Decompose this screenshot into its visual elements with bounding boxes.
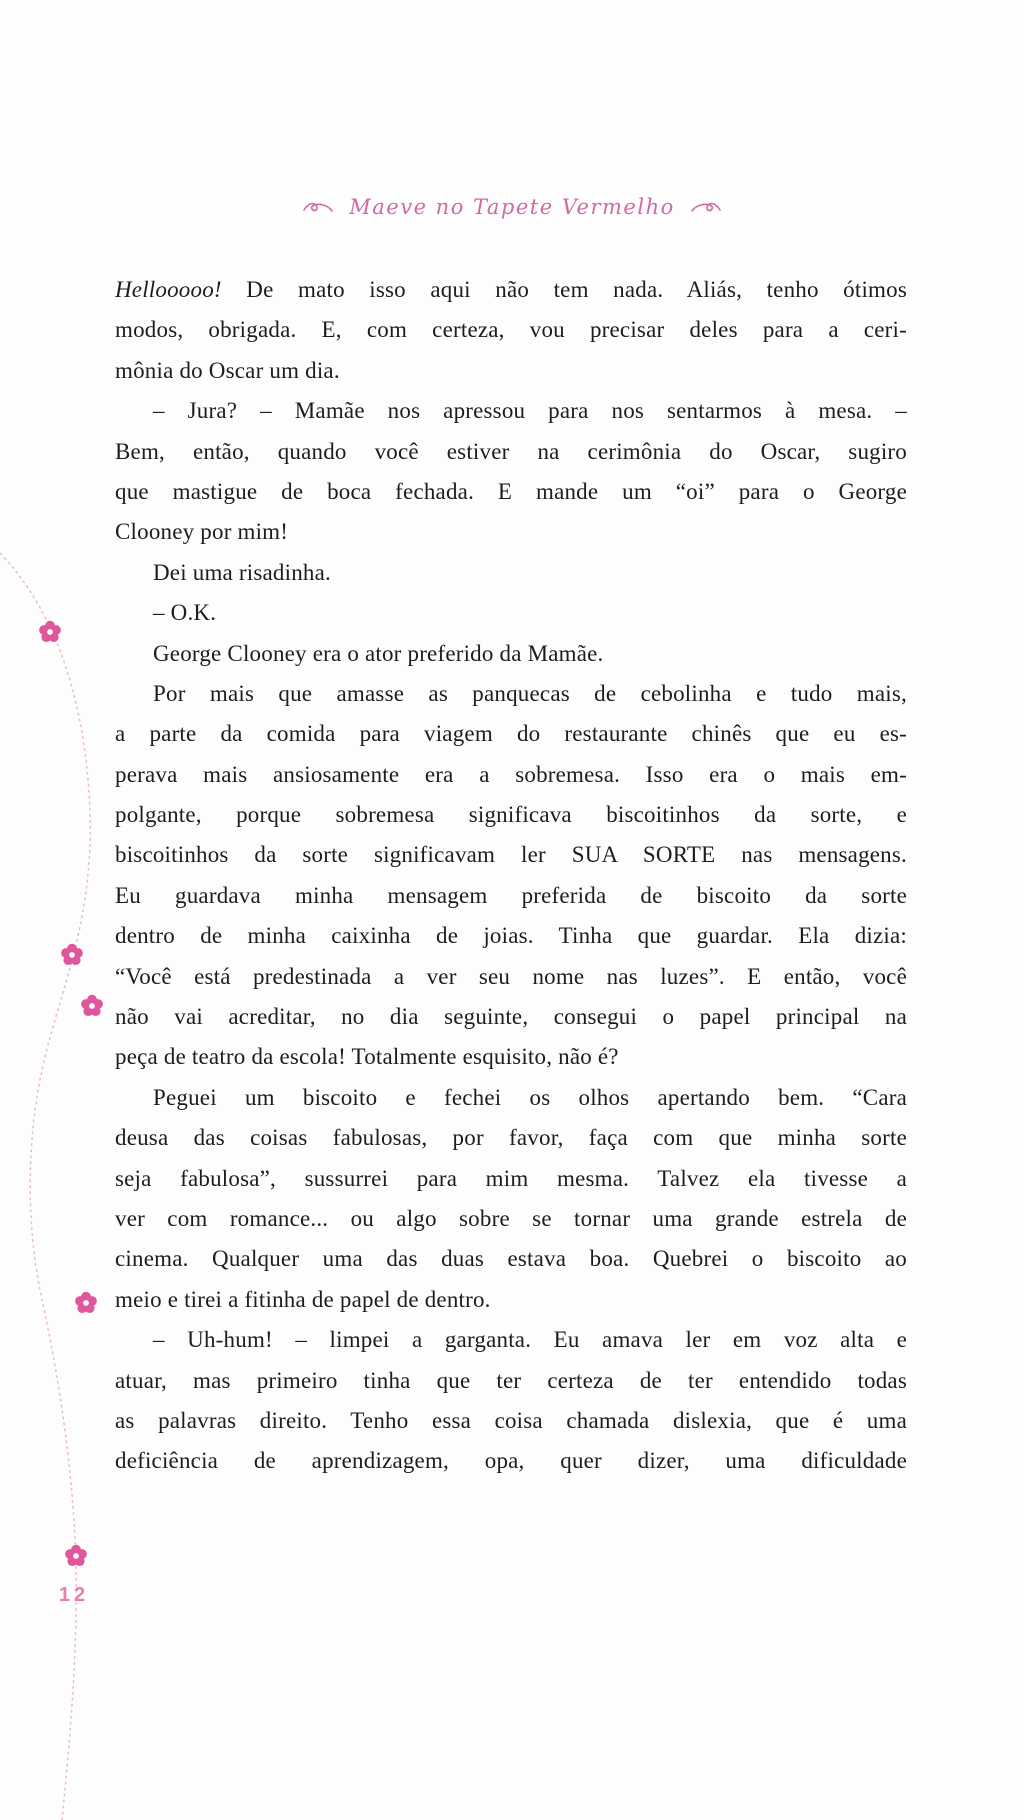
text-block	[115, 270, 907, 1482]
text-line: peça de teatro da escola! Totalmente esquisito, não é?	[115, 1044, 619, 1070]
text-line: dentro de minha caixinha de joias. Tinha que guardar. Ela dizia:	[115, 923, 907, 949]
text-line: deficiência de aprendizagem, opa, quer dizer, uma dificuldade	[115, 1448, 907, 1474]
text-line: cinema. Qualquer uma das duas estava boa. Quebrei o biscoito ao	[115, 1246, 907, 1272]
text-line: mônia do Oscar um dia.	[115, 357, 340, 383]
text-line: atuar, mas primeiro tinha que ter certeza de ter entendido todas	[115, 1367, 907, 1393]
flower-icon	[73, 1290, 99, 1316]
flourish-left-icon	[303, 199, 333, 215]
running-header	[0, 188, 1024, 226]
text-line: modos, obrigada. E, com certeza, vou precisar deles para a ceri-	[115, 317, 907, 343]
text-line: Por mais que amasse as panquecas de cebolinha e tudo mais,	[153, 680, 907, 706]
text-line: perava mais ansiosamente era a sobremesa. Isso era o mais em-	[115, 761, 907, 787]
text-line: biscoitinhos da sorte significavam ler SUA SORTE nas mensagens.	[115, 842, 907, 868]
text-line: ver com romance... ou algo sobre se tornar uma grande estrela de	[115, 1205, 907, 1231]
flourish-right-icon	[691, 199, 721, 215]
flower-icon	[63, 1543, 89, 1569]
flower-icon	[37, 619, 63, 645]
text-line: meio e tirei a fitinha de papel de dentro.	[115, 1286, 491, 1312]
text-line: que mastigue de boca fechada. E mande um “oi” para o George	[115, 478, 907, 504]
page-title: Maeve no Tapete Vermelho	[349, 195, 675, 219]
text-line: deusa das coisas fabulosas, por favor, faça com que minha sorte	[115, 1125, 907, 1151]
text-line: – O.K.	[153, 600, 217, 626]
text-line: – Jura? – Mamãe nos apressou para nos sentarmos à mesa. –	[153, 398, 907, 424]
text-line: a parte da comida para viagem do restaurante chinês que eu es-	[115, 721, 907, 747]
text-line: Bem, então, quando você estiver na cerimônia do Oscar, sugiro	[115, 438, 907, 464]
text-line: Hellooooo! De mato isso aqui não tem nada. Aliás, tenho ótimos	[115, 277, 907, 302]
text-line: Clooney por mim!	[115, 519, 289, 545]
text-line: polgante, porque sobremesa significava biscoitinhos da sorte, e	[115, 802, 907, 828]
text-line: as palavras direito. Tenho essa coisa chamada dislexia, que é uma	[115, 1407, 907, 1433]
text-line: “Você está predestinada a ver seu nome nas luzes”. E então, você	[115, 963, 907, 989]
flower-icon	[59, 942, 85, 968]
text-line: George Clooney era o ator preferido da Mamãe.	[153, 640, 604, 666]
text-line: seja fabulosa”, sussurrei para mim mesma. Talvez ela tivesse a	[115, 1165, 907, 1191]
page-number: 12	[58, 1584, 90, 1606]
text-line: não vai acreditar, no dia seguinte, consegui o papel principal na	[115, 1004, 907, 1030]
text-line: Eu guardava minha mensagem preferida de biscoito da sorte	[115, 882, 907, 908]
flower-icon	[79, 993, 105, 1019]
text-line: Dei uma risadinha.	[153, 559, 331, 585]
text-line: – Uh-hum! – limpei a garganta. Eu amava ler em voz alta e	[153, 1327, 907, 1353]
text-line: Peguei um biscoito e fechei os olhos apertando bem. “Cara	[153, 1084, 907, 1110]
